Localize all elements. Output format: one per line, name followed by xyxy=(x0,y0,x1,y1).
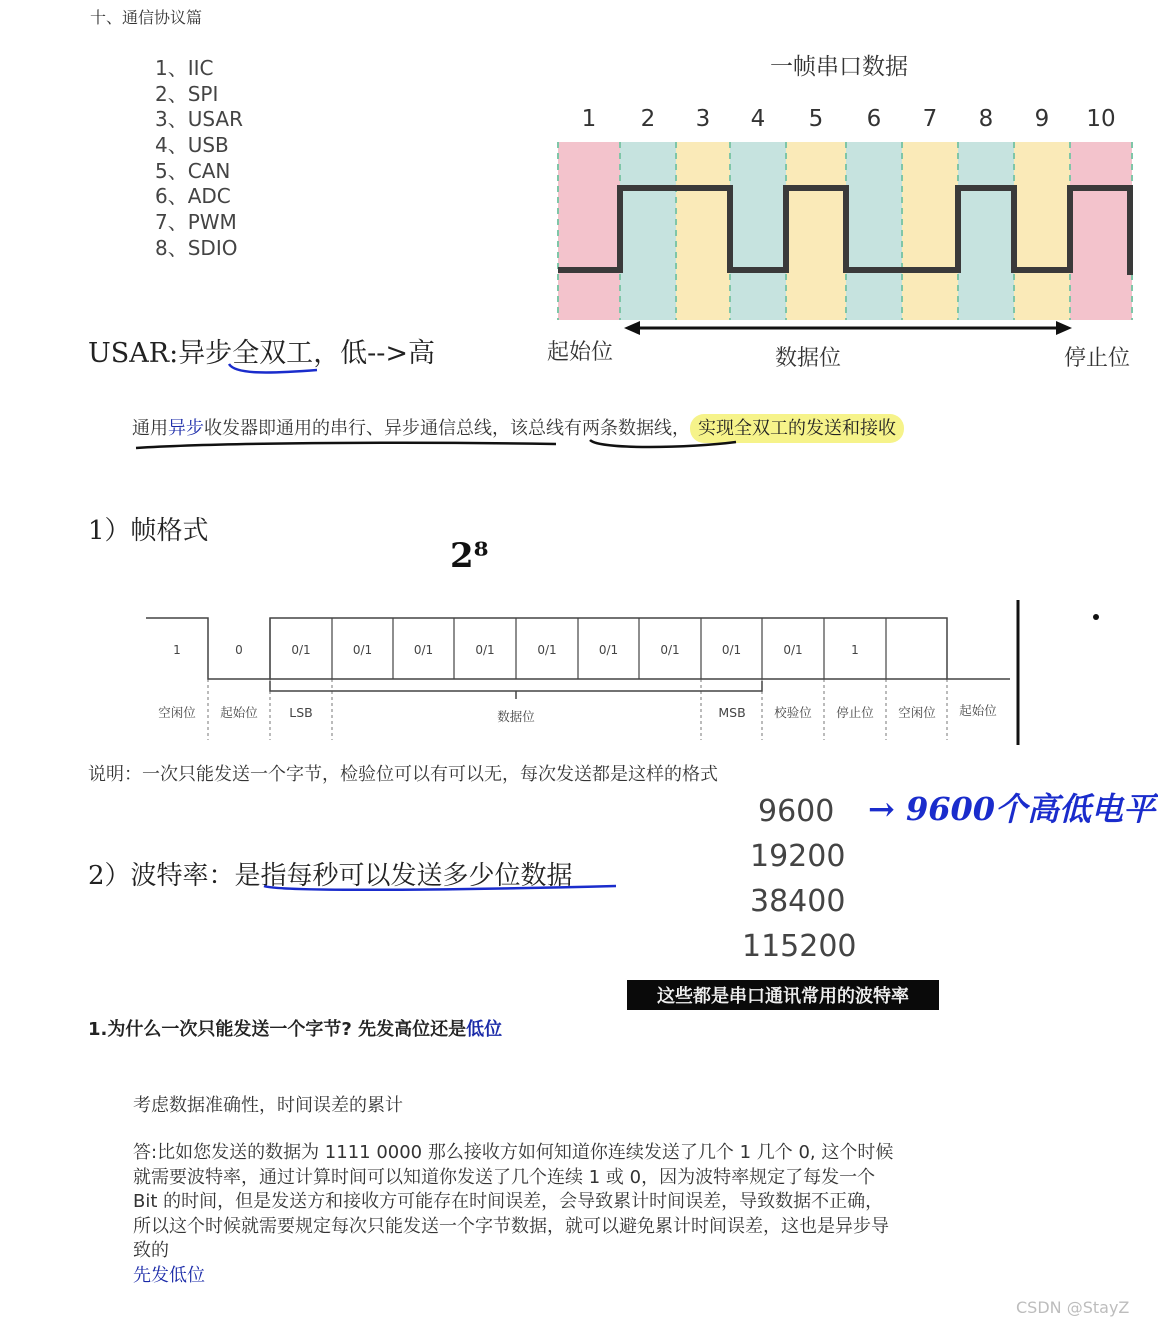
frame-label: 数据位 xyxy=(497,709,535,724)
handwritten-underline xyxy=(225,360,325,376)
desc-highlight: 实现全双工的发送和接收 xyxy=(690,414,904,443)
label-start-bit: 起始位 xyxy=(547,340,614,365)
frame-cell-value: 0/1 xyxy=(352,643,373,657)
baud-rate-115200: 115200 xyxy=(742,929,857,964)
toc-item[interactable]: 1、IIC xyxy=(155,56,214,80)
handwritten-underline-desc xyxy=(130,436,750,456)
bit-band xyxy=(846,142,902,320)
desc-async: 异步 xyxy=(168,418,204,439)
frame-cell-value: 0/1 xyxy=(291,643,311,657)
answer-conclusion: 先发低位 xyxy=(133,1264,205,1286)
bit-number-label: 8 xyxy=(978,106,994,132)
bit-number-label: 2 xyxy=(640,106,656,132)
frame-label: 停止位 xyxy=(836,705,874,720)
usar-prefix: USAR: xyxy=(88,338,179,369)
bit-band xyxy=(786,142,846,320)
bit-band xyxy=(730,142,786,320)
frame-format-diagram xyxy=(140,595,1040,750)
toc-item[interactable]: 5、CAN xyxy=(155,158,231,183)
label-data-bits: 数据位 xyxy=(775,346,842,371)
baud-title-prefix: 2）波特率： xyxy=(88,861,235,891)
frame-cell-value: 0/1 xyxy=(598,643,619,657)
handwritten-underline-baud xyxy=(260,878,630,896)
label-stop-bit: 停止位 xyxy=(1064,346,1131,371)
answer-line: 所以这个时候就需要规定每次只能发送一个字节数据，就可以避免累计时间误差，这也是异步导 xyxy=(133,1215,889,1237)
bit-number-label: 10 xyxy=(1086,106,1116,132)
answer-line: Bit 的时间，但是发送方和接收方可能存在时间误差，会导致累计时间误差，导致数据不正确， xyxy=(133,1191,884,1212)
handwritten-baud-note: → 9600个高低电平 xyxy=(868,790,1156,828)
toc-item[interactable]: 4、USB xyxy=(155,133,229,158)
bit-band xyxy=(620,142,676,320)
answer-line: 答:比如您发送的数据为 1111 0000 那么接收方如何知道你连续发送了几个 1 几个 0, 这个时候 xyxy=(133,1142,894,1163)
frame-label: 起始位 xyxy=(959,703,997,718)
bit-number-label: 1 xyxy=(581,106,597,132)
ink-dot xyxy=(1093,614,1099,620)
handwritten-note-2-8: 2⁸ xyxy=(450,536,489,576)
toc-list xyxy=(155,56,243,262)
bit-number-label: 4 xyxy=(750,106,766,132)
watermark: CSDN @StayZ xyxy=(1016,1298,1130,1317)
bit-number-label: 7 xyxy=(922,106,938,132)
toc-item[interactable]: 7、PWM xyxy=(155,210,237,235)
bit-number-label: 9 xyxy=(1034,106,1050,132)
frame-cell-value: 0 xyxy=(235,643,243,657)
frame-label: 校验位 xyxy=(774,705,812,720)
baud-banner: 这些都是串口通讯常用的波特率 xyxy=(627,980,939,1010)
frame-cell-value: 1 xyxy=(173,643,181,657)
frame-label: LSB xyxy=(289,705,313,720)
baud-rate-9600: 9600 xyxy=(758,794,835,829)
usar-order: ，低-->高 xyxy=(313,338,436,369)
usar-full-duplex: 全双工 xyxy=(232,338,314,369)
baud-title-main: 是指每秒可以发送多少位数据 xyxy=(234,861,573,891)
frame-label: 起始位 xyxy=(220,705,258,720)
reason-text: 考虑数据准确性，时间误差的累计 xyxy=(133,1095,403,1116)
bit-band xyxy=(1014,142,1070,320)
frame-label: 空闲位 xyxy=(158,705,196,720)
frame-cell-value: 1 xyxy=(851,643,859,657)
toc-item[interactable]: 6、ADC xyxy=(155,184,231,209)
frame-cell-value: 0/1 xyxy=(413,643,434,657)
question xyxy=(88,1015,502,1041)
frame-cell-value: 0/1 xyxy=(721,643,742,657)
frame-cell-value: 0/1 xyxy=(783,643,803,657)
answer-line: 致的 xyxy=(133,1240,169,1261)
baud-rate-38400: 38400 xyxy=(750,884,846,919)
bit-number-label: 6 xyxy=(866,106,882,132)
question-text: 1.为什么一次只能发送一个字节? 先发高位还是 xyxy=(88,1019,467,1040)
bit-band xyxy=(558,142,620,320)
baud-rate-19200: 19200 xyxy=(750,839,846,874)
frame-cell-value: 0/1 xyxy=(475,643,495,657)
bit-band xyxy=(1070,142,1132,320)
usar-async: 异步 xyxy=(178,338,233,369)
frame-label: 空闲位 xyxy=(898,705,936,720)
desc-text-rest: 收发器即通用的串行、异步通信总线，该总线有两条数据线， xyxy=(204,418,690,439)
chapter-title: 十、通信协议篇 xyxy=(90,8,203,27)
toc-item[interactable]: 3、USAR xyxy=(155,107,244,132)
bit-band xyxy=(902,142,958,320)
frame-cell-value: 0/1 xyxy=(537,643,557,657)
serial-figure-title: 一帧串口数据 xyxy=(770,54,908,80)
frame-cell-value: 0/1 xyxy=(660,643,680,657)
bit-number-label: 5 xyxy=(808,106,824,132)
frame-label: MSB xyxy=(718,705,746,720)
answer-paragraph xyxy=(133,1141,993,1288)
frame-explanation: 说明：一次只能发送一个字节，检验位可以有可以无，每次发送都是这样的格式 xyxy=(88,764,718,785)
toc-item[interactable]: 8、SDIO xyxy=(155,235,238,260)
frame-format-title: 1）帧格式 xyxy=(88,516,209,546)
serial-frame-figure xyxy=(540,100,1150,380)
question-blue: 低位 xyxy=(466,1019,503,1040)
bit-band xyxy=(676,142,730,320)
bit-band xyxy=(958,142,1014,320)
toc-item[interactable]: 2、SPI xyxy=(155,81,219,106)
answer-line: 就需要波特率，通过计算时间可以知道你发送了几个连续 1 或 0，因为波特率规定了每发一个 xyxy=(133,1166,876,1188)
desc-text: 通用 xyxy=(132,418,168,439)
bit-number-label: 3 xyxy=(695,106,711,132)
